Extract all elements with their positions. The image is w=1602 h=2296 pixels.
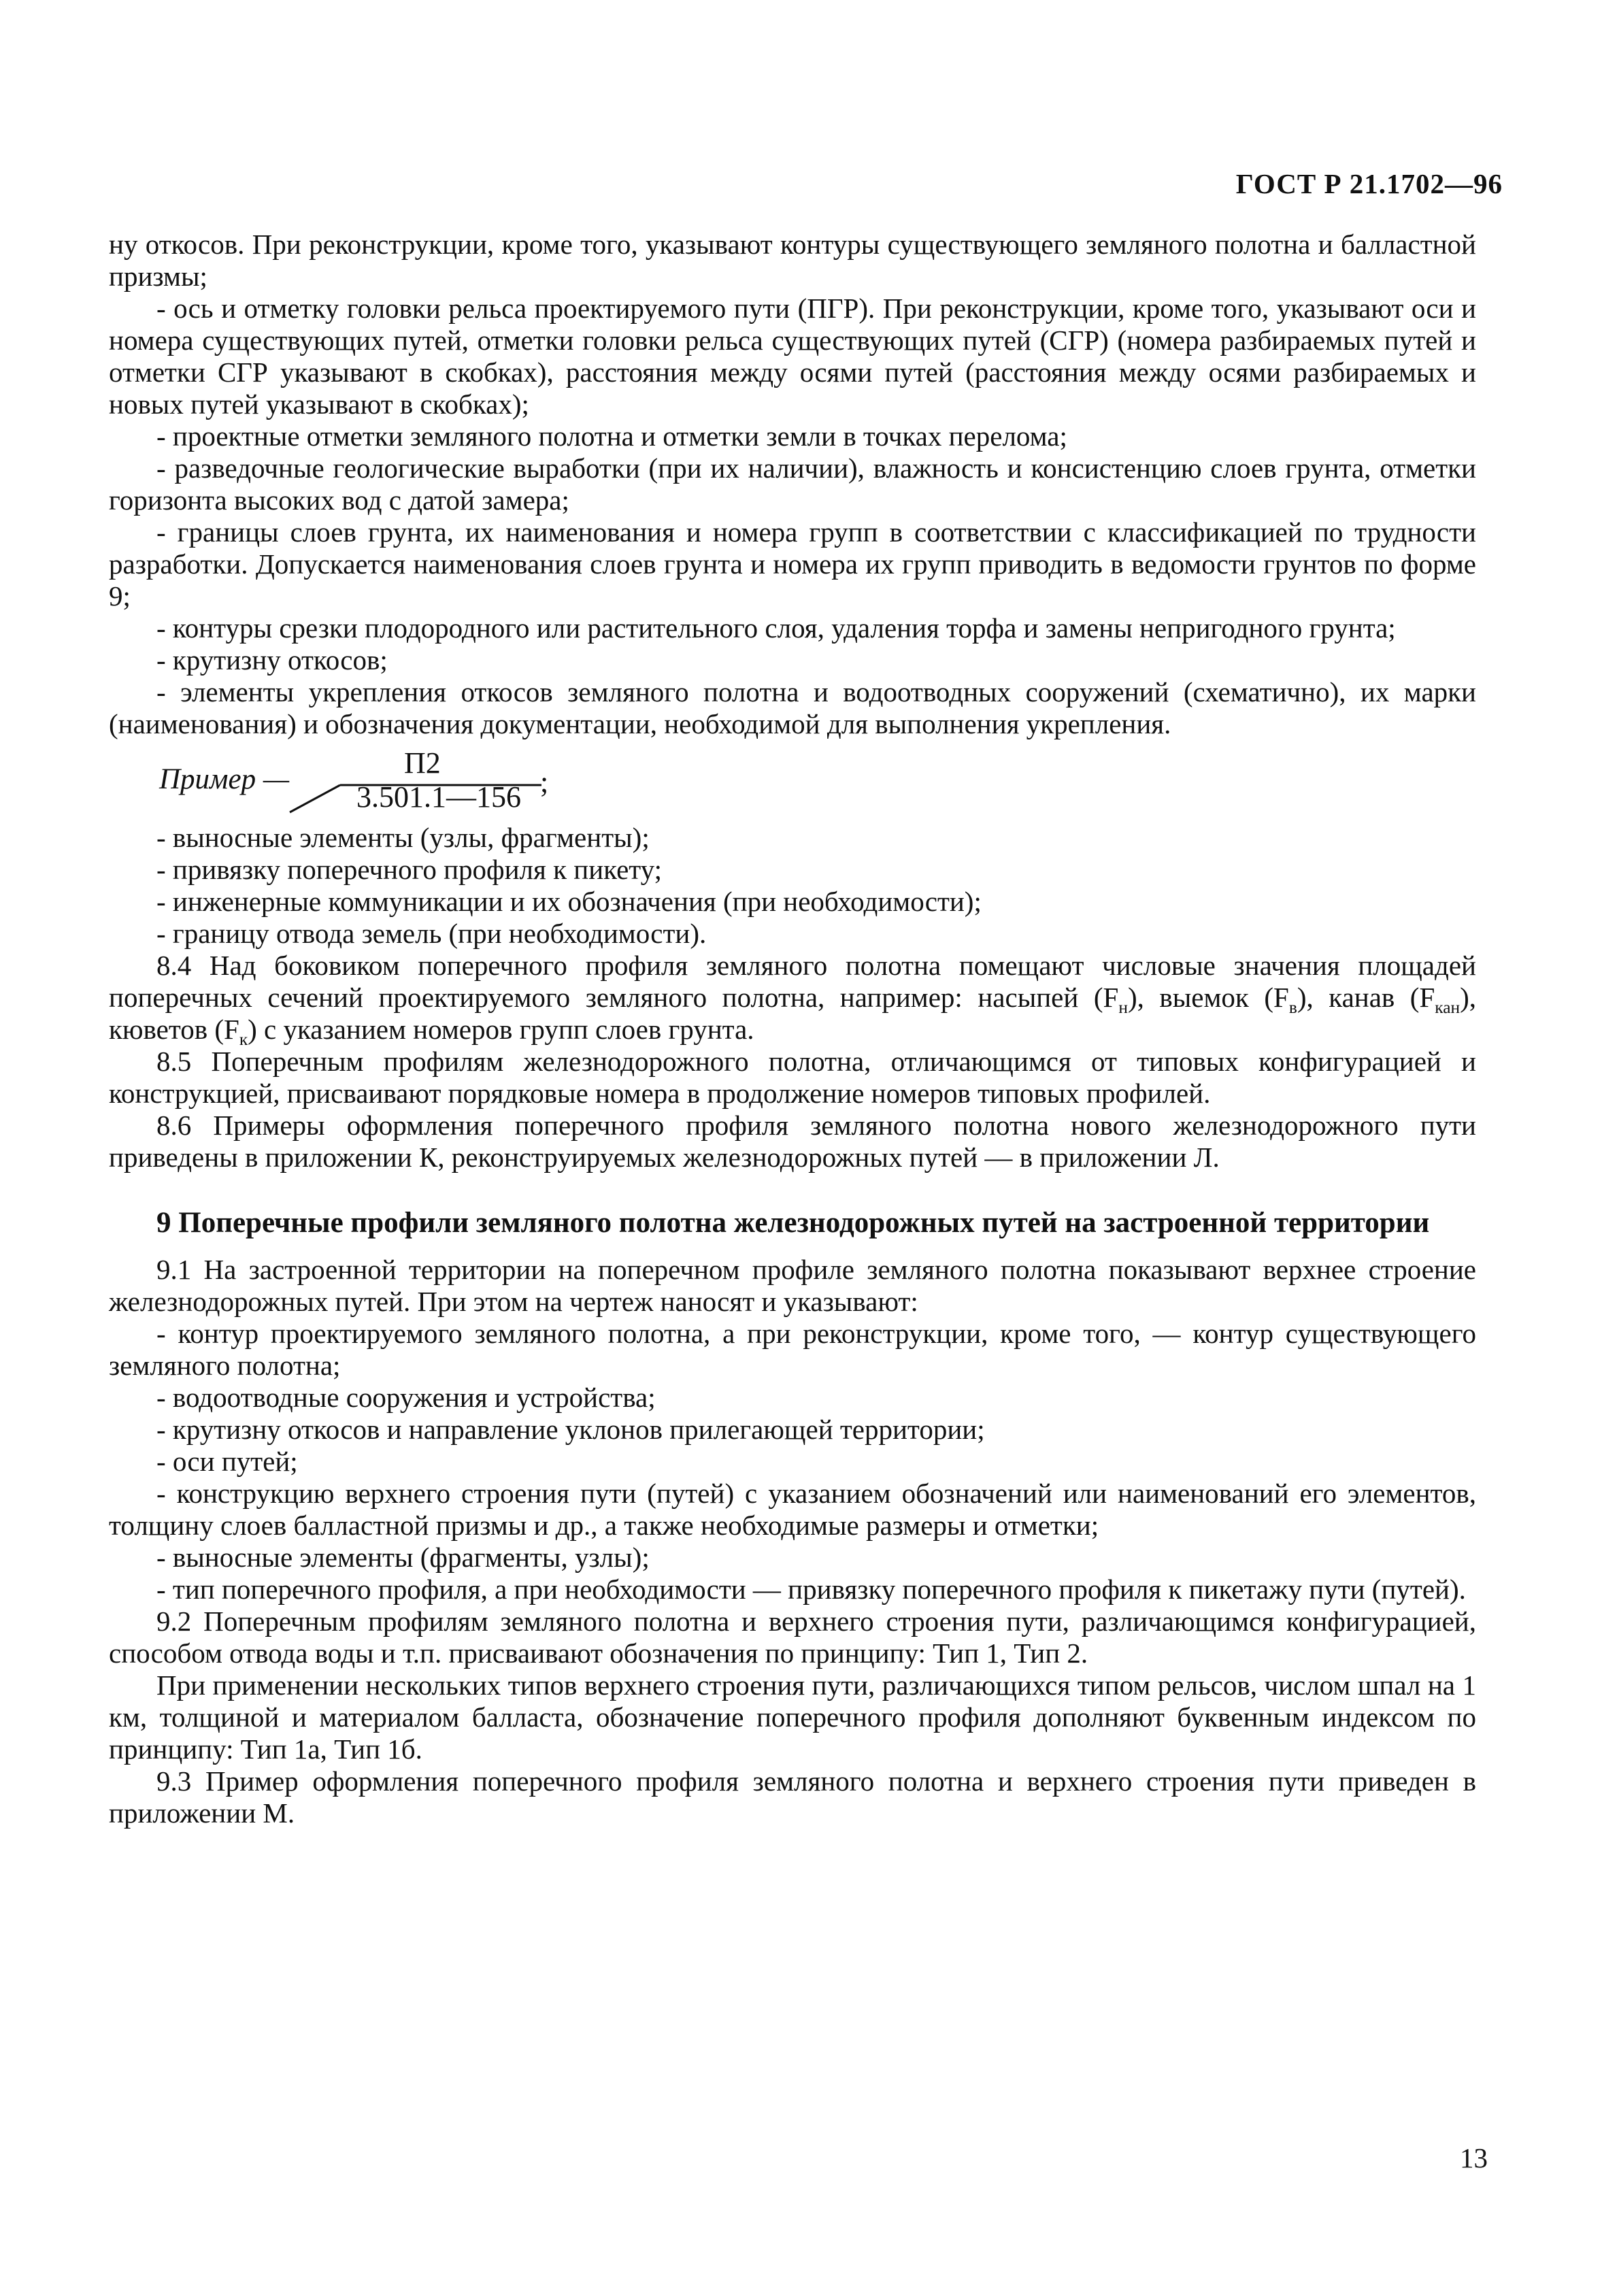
paragraph-8-6: 8.6 Примеры оформления поперечного профиля земляного полотна нового железнодорожного пути приведены в приложении К, реконструируемых железнодорожных путей — в приложении Л.: [109, 1110, 1476, 1173]
paragraph-9-2: 9.2 Поперечным профилям земляного полотна и верхнего строения пути, различающимся конфигурацией, способом отвода воды и т.п. присваивают обозначения по принципу: Тип 1, Тип 2.: [109, 1605, 1476, 1669]
example-label: Пример —: [159, 763, 290, 795]
list-item: - разведочные геологические выработки (при их наличии), влажность и консистенцию слоев грунта, отметки горизонта высоких вод с датой замера;: [109, 452, 1476, 516]
leader-line: [290, 785, 340, 812]
list-item: - конструкцию верхнего строения пути (путей) с указанием обозначений или наименований его элементов, толщину слоев балластной призмы и др., а также необходимые размеры и отметки;: [109, 1478, 1476, 1541]
list-item: - границы слоев грунта, их наименования и номера групп в соответствии с классификацией по трудности разработки. Допускается наименования слоев грунта и номера их групп приводить в ведомости грунтов по форме 9;: [109, 516, 1476, 612]
list-item: - контуры срезки плодородного или растительного слоя, удаления торфа и замены непригодного грунта;: [156, 612, 1396, 644]
paragraph-8-5: 8.5 Поперечным профилям железнодорожного полотна, отличающимся от типовых конфигурацией и конструкцией, присваивают порядковые номера в продолжение номеров типовых профилей.: [109, 1046, 1476, 1109]
marking-example: [159, 740, 1476, 822]
paragraph-9-1: 9.1 На застроенной территории на поперечном профиле земляного полотна показывают верхнее строение железнодорожных путей. При этом на чертеж наносят и указывают:: [109, 1254, 1476, 1317]
example-numerator: П2: [404, 746, 441, 780]
list-item: - инженерные коммуникации и их обозначения (при необходимости);: [156, 886, 982, 917]
list-item: - элементы укрепления откосов земляного полотна и водоотводных сооружений (схематично), их марки (наименования) и обозначения документации, необходимой для выполнения укрепления.: [109, 676, 1476, 739]
example-denominator: 3.501.1—156: [356, 780, 521, 814]
list-item: - водоотводные сооружения и устройства;: [156, 1382, 656, 1413]
list-item: - выносные элементы (фрагменты, узлы);: [156, 1542, 650, 1573]
paragraph-8-4: 8.4 Над боковиком поперечного профиля земляного полотна помещают числовые значения площадей поперечных сечений проектируемого земляного полотна, например: насыпей $(F_н)$, выемок $(F_в)$, канав $(F_{кан})$, кюветов $(F_к)$ с указанием номеров групп слоев грунта.: [109, 950, 1477, 1049]
example-trailing-punct: ;: [540, 765, 549, 799]
list-item: - границу отвода земель (при необходимости).: [156, 918, 707, 949]
list-item: - ось и отметку головки рельса проектируемого пути (ПГР). При реконструкции, кроме того, указывают оси и номера существующих путей, отметки головки рельса существующих путей (СГР) (номера разбираемых путей и отметки СГР указывают в скобках), расстояния между осями путей (расстояния между осями разбираемых и новых путей указывают в скобках);: [109, 293, 1476, 420]
list-item: - привязку поперечного профиля к пикету;: [156, 854, 663, 885]
paragraph-9-3: 9.3 Пример оформления поперечного профиля земляного полотна и верхнего строения пути приведен в приложении М.: [109, 1765, 1476, 1829]
paragraph-9-2-continued: При применении нескольких типов верхнего строения пути, различающихся типом рельсов, числом шпал на 1 км, толщиной и материалом балласта, обозначение поперечного профиля дополняют буквенным индексом по принципу: Тип 1а, Тип 1б.: [109, 1669, 1476, 1765]
list-item: - тип поперечного профиля, а при необходимости — привязку поперечного профиля к пикетажу пути (путей).: [156, 1574, 1466, 1605]
list-item: - контур проектируемого земляного полотна, а при реконструкции, кроме того, — контур существующего земляного полотна;: [109, 1318, 1476, 1381]
list-item: - крутизну откосов;: [156, 644, 388, 676]
spacer: [109, 1240, 1476, 1254]
list-item: - проектные отметки земляного полотна и отметки земли в точках перелома;: [156, 420, 1067, 452]
section-9-heading: 9 Поперечные профили земляного полотна железнодорожных путей на застроенной территории: [156, 1207, 1430, 1239]
list-item: - оси путей;: [156, 1446, 298, 1477]
page-body: [109, 229, 1476, 1829]
spacer: [109, 1174, 1476, 1206]
document-code-header: ГОСТ Р 21.1702—96: [1235, 168, 1503, 199]
list-item: - выносные элементы (узлы, фрагменты);: [156, 822, 650, 853]
list-item: - крутизну откосов и направление уклонов прилегающей территории;: [156, 1414, 985, 1445]
paragraph-continuation: ну откосов. При реконструкции, кроме того, указывают контуры существующего земляного полотна и балластной призмы;: [109, 229, 1476, 292]
page-number: 13: [1460, 2142, 1488, 2174]
